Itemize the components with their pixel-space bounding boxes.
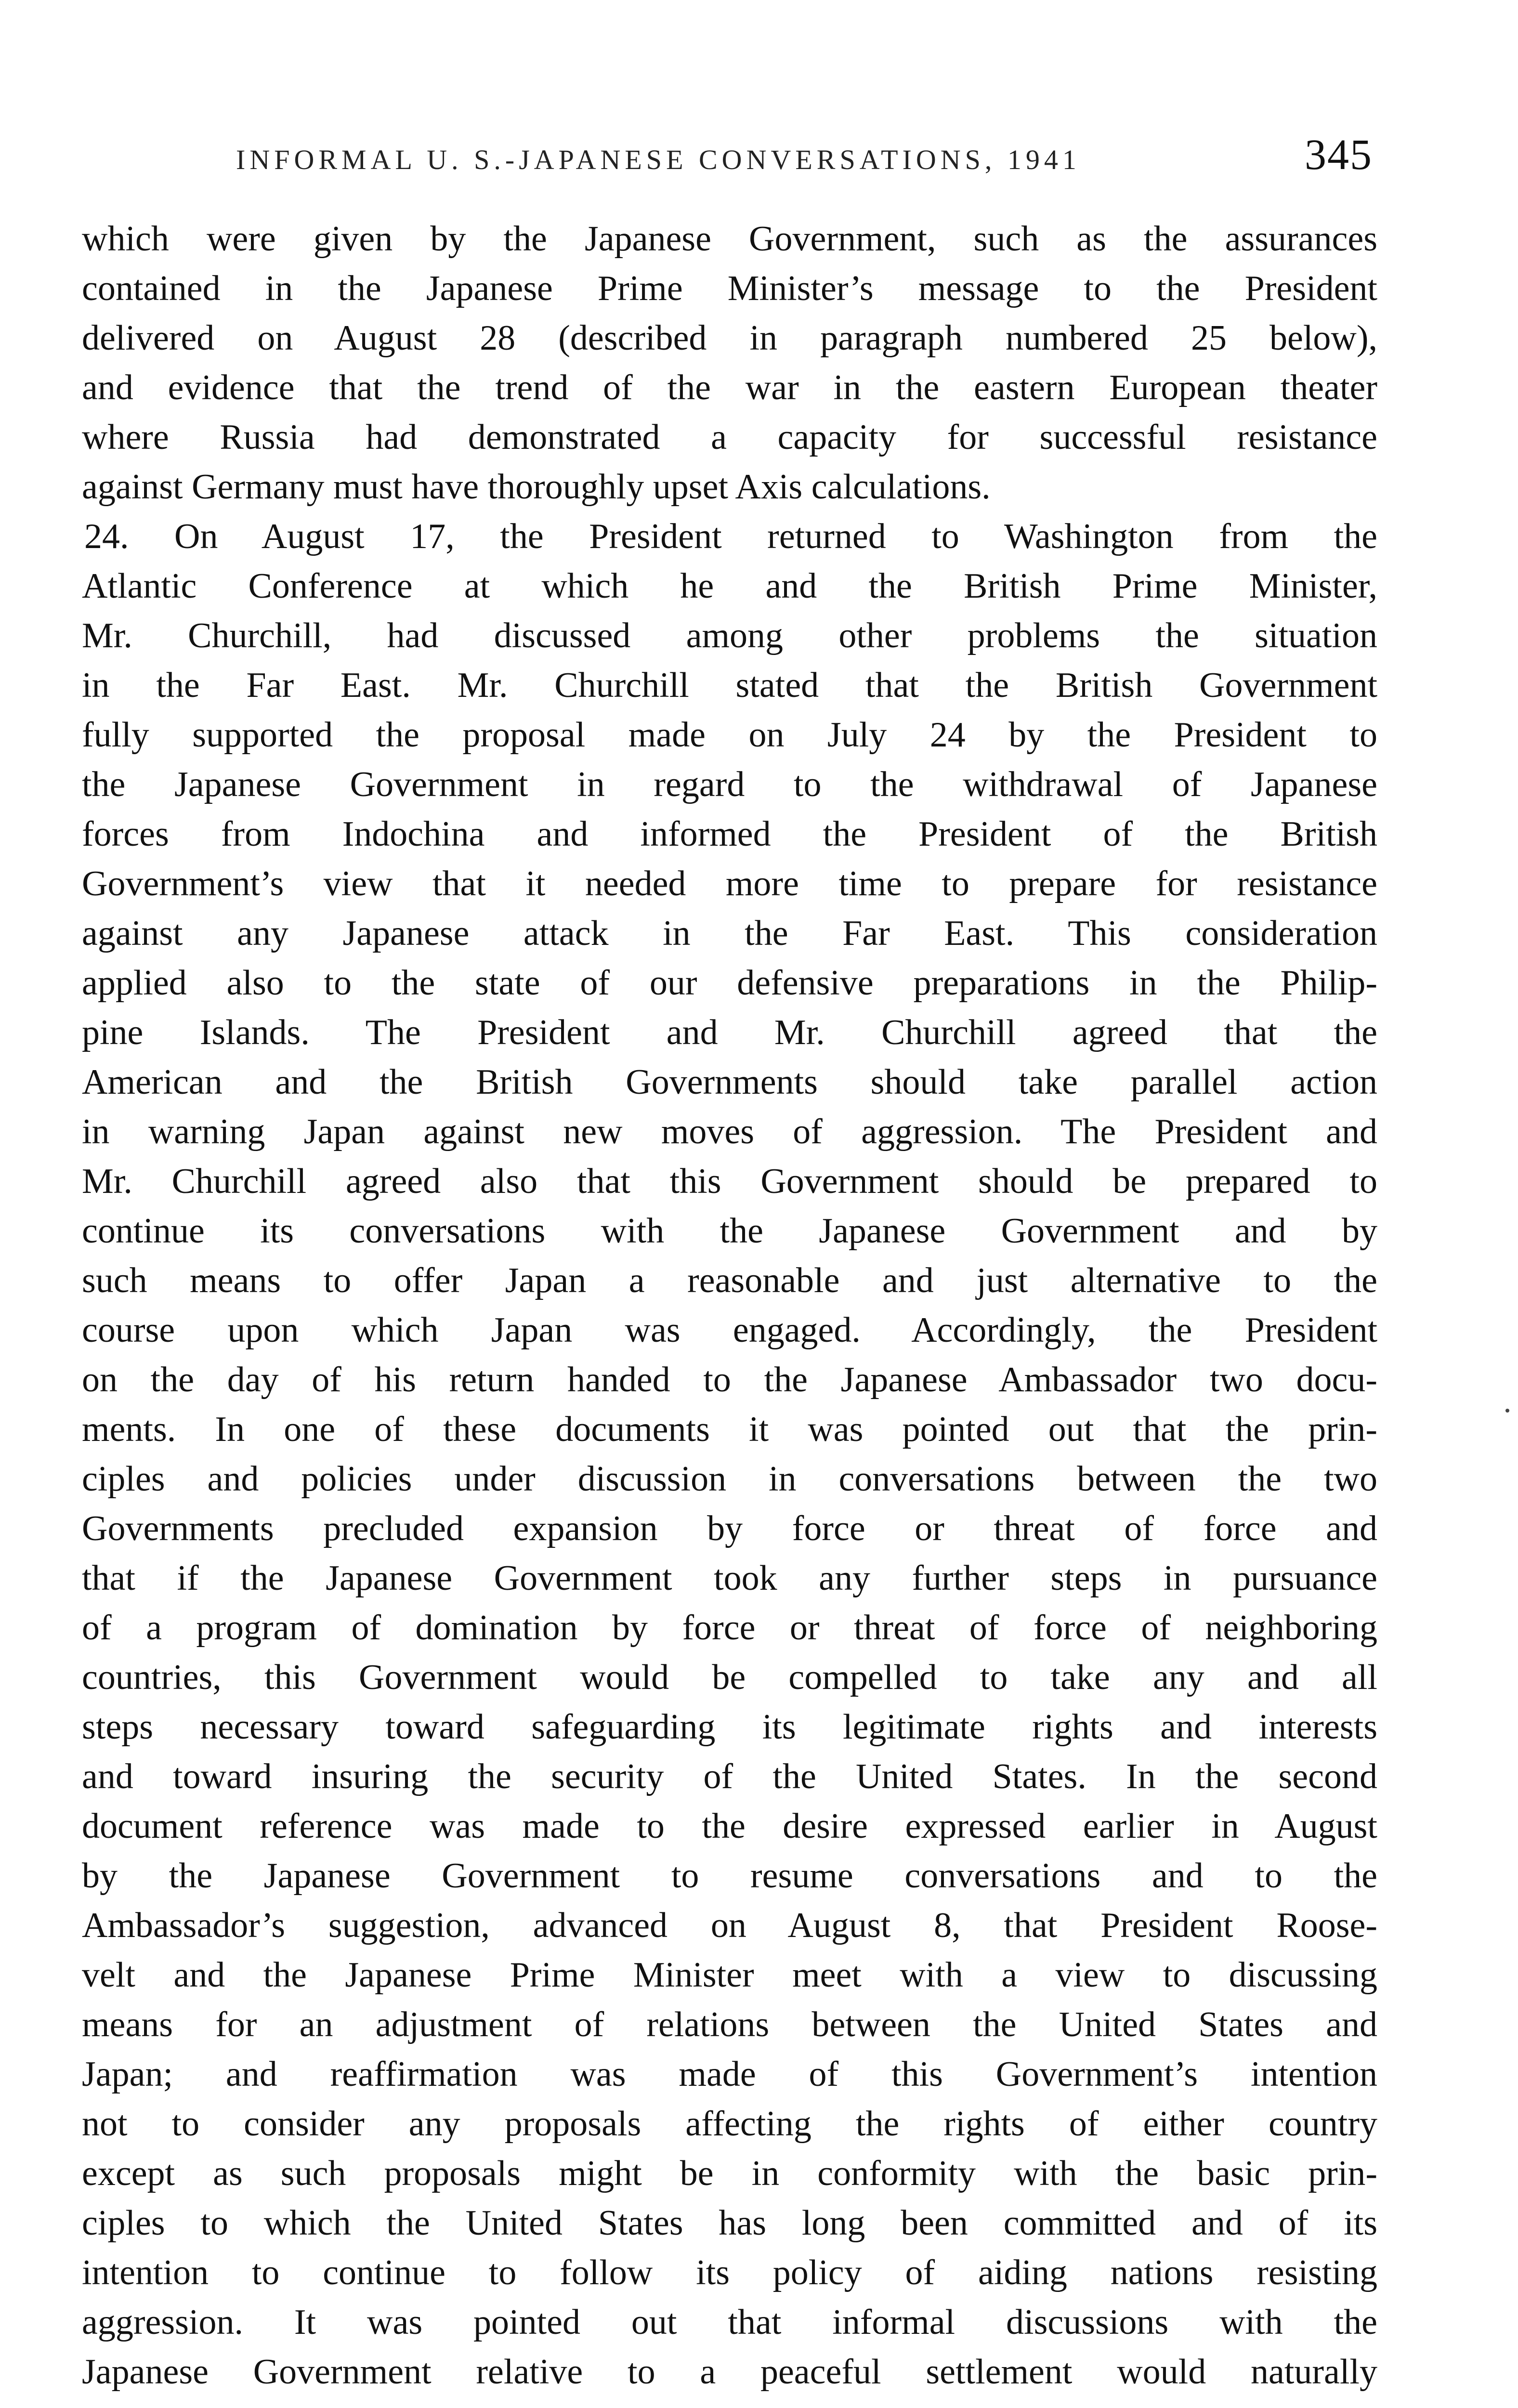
text-line: by the Japanese Government to resume conversations and to the — [82, 1856, 1377, 1896]
text-line: that if the Japanese Government took any further steps in pursuance — [82, 1558, 1377, 1598]
text-line: forces from Indochina and informed the President of the British — [82, 814, 1377, 854]
text-line: such means to offer Japan a reasonable and just alternative to the — [82, 1261, 1377, 1300]
text-line: ments. In one of these documents it was pointed out that the prin- — [82, 1410, 1377, 1449]
text-line: means for an adjustment of relations between the United States and — [82, 2005, 1377, 2044]
text-line: except as such proposals might be in conformity with the basic prin- — [82, 2154, 1377, 2193]
text-line: which were given by the Japanese Government, such as the assurances — [82, 219, 1377, 259]
text-line: the Japanese Government in regard to the withdrawal of Japanese — [82, 765, 1377, 804]
text-line: Mr. Churchill, had discussed among other problems the situation — [82, 616, 1377, 655]
text-line: Atlantic Conference at which he and the British Prime Minister, — [82, 566, 1377, 606]
text-line: delivered on August 28 (described in paragraph numbered 25 below), — [82, 318, 1377, 358]
margin-speck — [1505, 1409, 1509, 1413]
text-line: continue its conversations with the Japanese Government and by — [82, 1211, 1377, 1251]
text-line: countries, this Government would be compelled to take any and all — [82, 1658, 1377, 1697]
text-line: in the Far East. Mr. Churchill stated that the British Government — [82, 666, 1377, 705]
body-text — [82, 214, 1377, 2397]
paragraph-start-line: 24. On August 17, the President returned to Washington from the — [84, 517, 1377, 556]
text-line: of a program of domination by force or threat of force of neighboring — [82, 1608, 1377, 1648]
page-number: 345 — [1305, 131, 1373, 179]
text-line: ciples and policies under discussion in conversations between the two — [82, 1459, 1377, 1499]
text-line: course upon which Japan was engaged. Accordingly, the President — [82, 1310, 1377, 1350]
text-line: aggression. It was pointed out that informal discussions with the — [82, 2303, 1377, 2342]
text-line: in warning Japan against new moves of aggression. The President and — [82, 1112, 1377, 1152]
text-line: Mr. Churchill agreed also that this Government should be prepared to — [82, 1162, 1377, 1201]
text-line: where Russia had demonstrated a capacity for successful resistance — [82, 418, 1377, 457]
text-line: fully supported the proposal made on July 24 by the President to — [82, 715, 1377, 755]
text-line: against Germany must have thoroughly upset Axis calculations. — [82, 467, 991, 507]
text-line: ciples to which the United States has long been committed and of its — [82, 2203, 1377, 2243]
text-line: applied also to the state of our defensive preparations in the Philip- — [82, 963, 1377, 1003]
text-line: contained in the Japanese Prime Minister’s message to the President — [82, 269, 1377, 308]
text-line: on the day of his return handed to the Japanese Ambassador two docu- — [82, 1360, 1377, 1400]
page-header — [82, 130, 1373, 193]
text-line: American and the British Governments should take parallel action — [82, 1062, 1377, 1102]
text-line: steps necessary toward safeguarding its legitimate rights and interests — [82, 1707, 1377, 1747]
text-line: and evidence that the trend of the war in the eastern European theater — [82, 368, 1377, 407]
text-line: Ambassador’s suggestion, advanced on August 8, that President Roose- — [82, 1906, 1377, 1945]
text-line: not to consider any proposals affecting the rights of either country — [82, 2104, 1377, 2144]
text-line: document reference was made to the desire expressed earlier in August — [82, 1806, 1377, 1846]
text-line: Japanese Government relative to a peaceful settlement would naturally — [82, 2352, 1377, 2392]
text-line: velt and the Japanese Prime Minister meet with a view to discussing — [82, 1955, 1377, 1995]
text-line: and toward insuring the security of the United States. In the second — [82, 1757, 1377, 1796]
running-head: INFORMAL U. S.-JAPANESE CONVERSATIONS, 1941 — [236, 144, 1081, 175]
text-line: Governments precluded expansion by force or threat of force and — [82, 1509, 1377, 1548]
text-line: against any Japanese attack in the Far East. This consideration — [82, 914, 1377, 953]
text-line: intention to continue to follow its policy of aiding nations resisting — [82, 2253, 1377, 2292]
text-line: Government’s view that it needed more time to prepare for resistance — [82, 864, 1377, 903]
text-line: Japan; and reaffirmation was made of this Government’s intention — [82, 2055, 1377, 2094]
text-line: pine Islands. The President and Mr. Churchill agreed that the — [82, 1013, 1377, 1052]
